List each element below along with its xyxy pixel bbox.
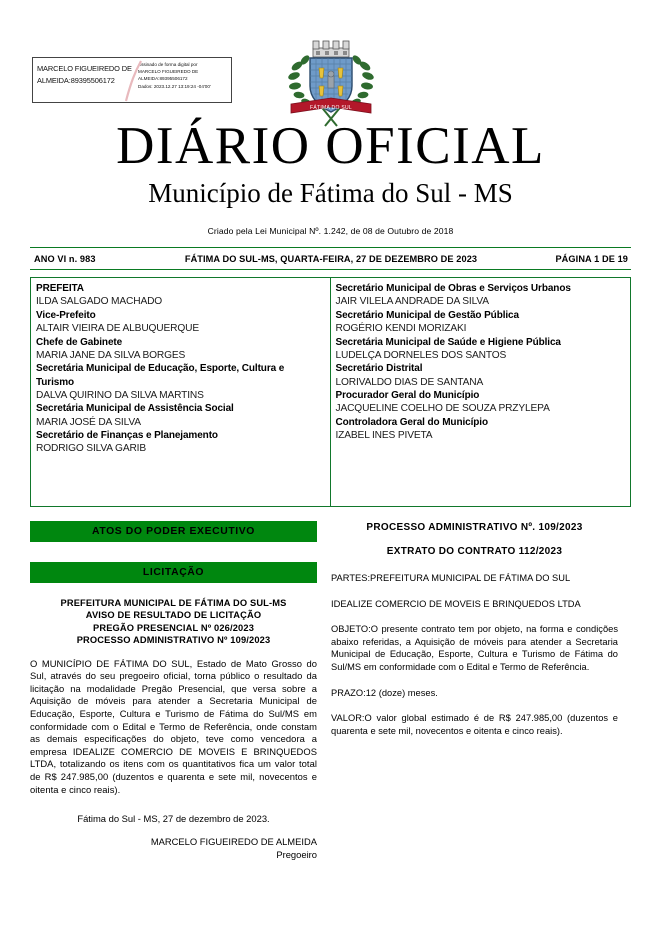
signature-detail-line3: ALMEIDA:89395506172 [138,76,188,82]
official-name: LUDELÇA DORNELES DOS SANTOS [335,349,507,361]
page-number: PÁGINA 1 DE 19 [555,253,628,264]
official-role: Secretária Municipal de Saúde e Higiene Pública [335,336,561,348]
official-role: Secretário de Finanças e Planejamento [36,430,218,442]
issue-date: FÁTIMA DO SUL-MS, QUARTA-FEIRA, 27 DE DEZEMBRO DE 2023 [184,253,478,264]
contract-process-heading: PROCESSO ADMINISTRATIVO Nº. 109/2023 [366,522,583,533]
official-entry [36,402,325,429]
signature-subject [33,58,135,102]
official-name: RODRIGO SILVA GARIB [36,443,146,455]
official-entry [336,282,626,309]
masthead-subtitle: Município de Fátima do Sul - MS [148,178,513,208]
official-name: ALTAIR VIEIRA DE ALBUQUERQUE [36,323,199,334]
official-entry [36,362,325,402]
officials-column-right [331,278,631,506]
notice-body: O MUNICÍPIO DE FÁTIMA DO SUL, Estado de Mato Grosso do Sul, através do seu pregoeiro oficial, torna público o resultado da licitação na modalidade Pregão Presencial, que versa sobre a Aquisição de móveis para atender a Secretaria Municipal de Educação, Esporte, Cultura e Turismo de Fátima do Sul/MS em conformidade com o Edital e Termo de Referência, onde constam as demais especificações do objeto, teve como vencedora a empresa IDEALIZE COMERCIO DE MOVEIS E BRINQUEDOS LTDA, totalizando os itens com os quantitativos fica um valor total de R$ 247.985,00 (duzentos e quarenta e sete mil, novecentos e oitenta e cinco reais). [30,657,317,795]
masthead-law-line: Criado pela Lei Municipal Nº. 1.242, de 08 de Outubro de 2018 [207,226,454,236]
notice-title-line1: PREFEITURA MUNICIPAL DE FÁTIMA DO SUL-MS [60,598,287,608]
contract-objeto: OBJETO:O presente contrato tem por objeto, na forma e condições abaixo referidas, a Aquisição de móveis para atender a Secretaria Municipal de Educação, Esporte, Cultura e Turismo de Fátima do Sul/MS em conformidade com o Edital e Termo de Referência. [331,624,618,672]
official-entry [336,416,626,443]
official-entry [336,362,626,389]
official-entry [336,309,626,336]
official-name: IZABEL INES PIVETA [335,430,433,442]
section-banner-atos: ATOS DO PODER EXECUTIVO [30,521,317,542]
contract-valor: VALOR:O valor global estimado é de R$ 247.985,00 (duzentos e quarenta e sete mil, novecentos e oitenta e cinco reais). [331,713,618,736]
official-name: MARIA JOSÉ DA SILVA [36,416,141,428]
issue-info-bar [30,247,631,270]
notice-title-line4: PROCESSO ADMINISTRATIVO Nº 109/2023 [76,635,271,646]
content-column-left [30,521,317,861]
signature-subject-line1: MARCELO FIGUEIREDO DE [37,64,132,73]
content-columns [30,521,631,861]
official-entry [36,429,325,456]
coat-of-arms-icon [285,34,377,130]
signature-detail-line4: Dados: 2023.12.27 13:19:24 -04'00' [138,83,211,89]
section-banner-licitacao: LICITAÇÃO [30,562,317,583]
official-entry [36,336,325,363]
contract-contratada: IDEALIZE COMERCIO DE MOVEIS E BRINQUEDOS LTDA [331,598,581,609]
svg-text:FÁTIMA DO SUL: FÁTIMA DO SUL [309,105,352,111]
official-entry [336,336,626,363]
issue-year-number: ANO VI n. 983 [34,253,96,264]
official-role: Controladora Geral do Município [335,416,488,428]
official-role: Vice-Prefeito [36,309,96,321]
official-name: JACQUELINE COELHO DE SOUZA PRZYLEPA [335,403,550,415]
notice-title-line3: PREGÃO PRESENCIAL Nº 026/2023 [92,622,255,633]
notice-title-line2: AVISO DE RESULTADO DE LICITAÇÃO [85,610,262,621]
official-role: Secretária Municipal de Assistência Social [36,403,234,415]
official-role: Secretário Municipal de Obras e Serviços Urbanos [335,283,571,294]
official-entry [36,309,325,336]
contract-prazo: PRAZO:12 (doze) meses. [331,687,438,698]
digital-signature-stamp [32,57,232,103]
official-name: LORIVALDO DIAS DE SANTANA [335,376,484,388]
notice-signer-role: Pregoeiro [276,849,317,861]
official-name: MARIA JANE DA SILVA BORGES [36,349,186,361]
official-entry [336,389,626,416]
official-name: ILDA SALGADO MACHADO [36,296,163,308]
official-name: JAIR VILELA ANDRADE DA SILVA [335,296,489,308]
official-name: ROGÉRIO KENDI MORIZAKI [335,323,467,334]
official-entry [36,282,325,309]
notice-title [30,597,317,647]
contract-extract-heading: EXTRATO DO CONTRATO 112/2023 [386,546,563,557]
signature-subject-line2: ALMEIDA:89395506172 [37,76,115,85]
notice-place-date: Fátima do Sul - MS, 27 de dezembro de 2023. [77,813,270,825]
official-role: Secretário Distrital [335,363,423,375]
signature-details [135,58,231,102]
official-role: Secretário Municipal de Gestão Pública [335,309,519,321]
official-role: Procurador Geral do Município [335,390,480,402]
officials-column-left [31,278,331,506]
page-title: DIÁRIO OFICIAL [116,117,545,175]
content-column-right [331,521,618,861]
officials-directory [30,277,631,507]
contract-partes: PARTES:PREFEITURA MUNICIPAL DE FÁTIMA DO SUL [331,573,571,583]
official-role: PREFEITA [36,283,84,294]
official-role: Chefe de Gabinete [36,336,123,348]
official-role: Secretária Municipal de Educação, Esporte, Cultura e Turismo [36,363,285,388]
notice-signer-name: MARCELO FIGUEIREDO DE ALMEIDA [150,836,317,848]
official-name: DALVA QUIRINO DA SILVA MARTINS [36,389,204,401]
signature-detail-line1: Assinado de forma digital por [138,62,198,67]
signature-detail-line2: MARCELO FIGUEIREDO DE [138,69,199,75]
